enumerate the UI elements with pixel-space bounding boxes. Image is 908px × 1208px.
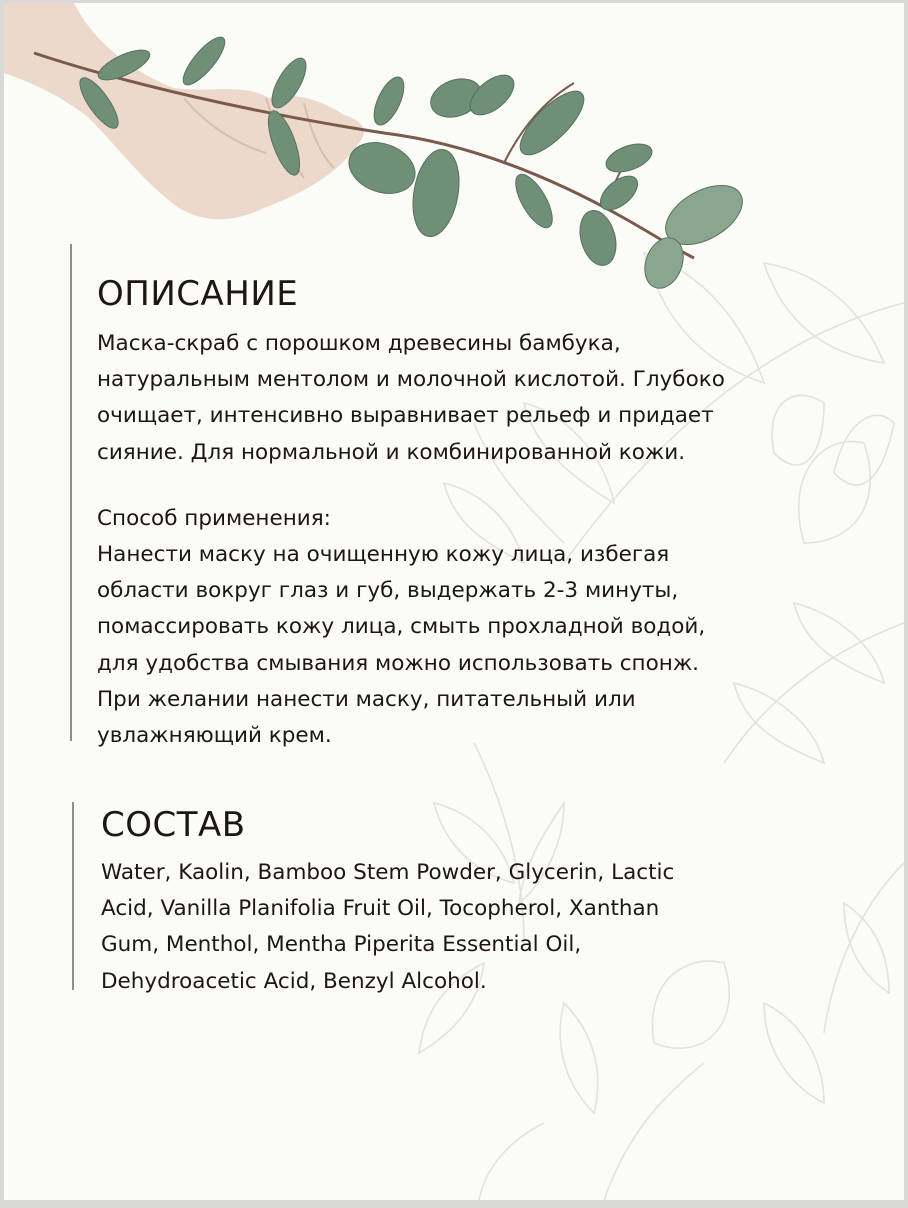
description-line: Маска-скраб с порошком древесины бамбука, xyxy=(97,331,621,356)
usage-title: Способ применения: xyxy=(97,505,331,531)
description-line: сияние. Для нормальной и комбинированной кожи. xyxy=(97,439,686,465)
ingredient-line: Gum, Menthol, Mentha Piperita Essential Oil, xyxy=(101,932,582,958)
usage-line: помассировать кожу лица, смыть прохладной водой, xyxy=(97,614,706,640)
composition-section xyxy=(72,802,774,994)
ingredient-line: Acid, Vanilla Planifolia Fruit Oil, Tocopherol, Xanthan xyxy=(101,896,660,922)
composition-text xyxy=(101,855,791,1000)
usage-line: Нанести маску на очищенную кожу лица, избегая xyxy=(97,542,670,568)
ingredient-line: Water, Kaolin, Bamboo Stem Powder, Glycerin, Lactic xyxy=(101,860,675,885)
description-text xyxy=(97,326,837,754)
composition-heading: СОСТАВ xyxy=(101,805,246,845)
description-line: очищает, интенсивно выравнивает рельеф и придает xyxy=(97,403,714,429)
usage-line: области вокруг глаз и губ, выдержать 2-3 минуты, xyxy=(97,578,679,604)
paragraph-gap xyxy=(97,471,837,501)
usage-line: для удобства смывания можно использовать спонж. xyxy=(97,650,700,676)
description-section xyxy=(70,244,812,749)
usage-line: увлажняющий крем. xyxy=(97,723,332,749)
product-description-card xyxy=(4,3,904,1200)
ingredient-line: Dehydroacetic Acid, Benzyl Alcohol. xyxy=(101,968,487,994)
description-line: натуральным ментолом и молочной кислотой. Глубоко xyxy=(97,367,725,393)
description-heading: ОПИСАНИЕ xyxy=(97,274,299,314)
usage-line: При желании нанести маску, питательный или xyxy=(97,686,636,712)
